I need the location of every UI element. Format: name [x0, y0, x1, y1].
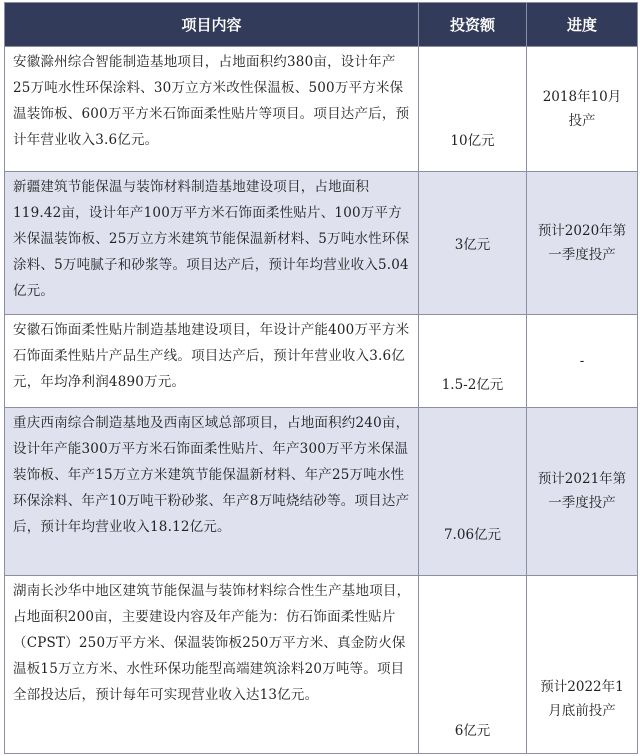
header-progress: 进度: [527, 3, 638, 47]
investment-amount: 3亿元: [419, 171, 527, 315]
table-row: [5, 407, 638, 576]
project-content: 新疆建筑节能保温与装饰材料制造基地建设项目，占地面积119.42亩，设计年产100万平方米石饰面柔性贴片、100万平方米保温装饰板、25万立方米建筑节能保温新材料、5万吨水性环保涂料、5万吨腻子和砂浆等。项目达产后，预计年均营业收入5.04亿元。: [5, 171, 419, 315]
table-row: [5, 315, 638, 407]
investment-amount: 10亿元: [419, 47, 527, 172]
project-progress: 预计2022年1月底前投产: [527, 576, 638, 754]
project-content: 安徽石饰面柔性贴片制造基地建设项目，年设计产能400万平方米石饰面柔性贴片产品生产线。项目达产后，预计年营业收入3.6亿元，年均净利润4890万元。: [5, 315, 419, 407]
project-progress: 预计2021年第一季度投产: [527, 407, 638, 576]
project-content: 安徽滁州综合智能制造基地项目，占地面积约380亩，设计年产25万吨水性环保涂料、30万立方米改性保温板、500万平方米保温装饰板、600万平方米石饰面柔性贴片等项目。项目达产后，预计年营业收入3.6亿元。: [5, 47, 419, 172]
project-progress: 2018年10月投产: [527, 47, 638, 172]
header-amount: 投资额: [419, 3, 527, 47]
investment-projects-table: [4, 2, 638, 754]
table-row: [5, 576, 638, 754]
table-row: [5, 47, 638, 172]
table-header-row: [5, 3, 638, 47]
header-content: 项目内容: [5, 3, 419, 47]
investment-amount: 7.06亿元: [419, 407, 527, 576]
project-progress: -: [527, 315, 638, 407]
project-content: 重庆西南综合制造基地及西南区域总部项目，占地面积约240亩，设计年产能300万平方米石饰面柔性贴片、年产300万平方米保温装饰板、年产15万立方米建筑节能保温新材料、年产25万吨水性环保涂料、年产10万吨干粉砂浆、年产8万吨烧结砂等。项目达产后，预计年均营业收入18.12亿元。: [5, 407, 419, 576]
project-content: 湖南长沙华中地区建筑节能保温与装饰材料综合性生产基地项目，占地面积200亩，主要建设内容及年产能为：仿石饰面柔性贴片（CPST）250万平方米、保温装饰板250万平方米、真金防火保温板15万立方米、水性环保功能型高端建筑涂料20万吨等。项目全部投达后，预计每年可实现营业收入达13亿元。: [5, 576, 419, 754]
investment-amount: 6亿元: [419, 576, 527, 754]
table-row: [5, 171, 638, 315]
investment-amount: 1.5-2亿元: [419, 315, 527, 407]
project-progress: 预计2020年第一季度投产: [527, 171, 638, 315]
